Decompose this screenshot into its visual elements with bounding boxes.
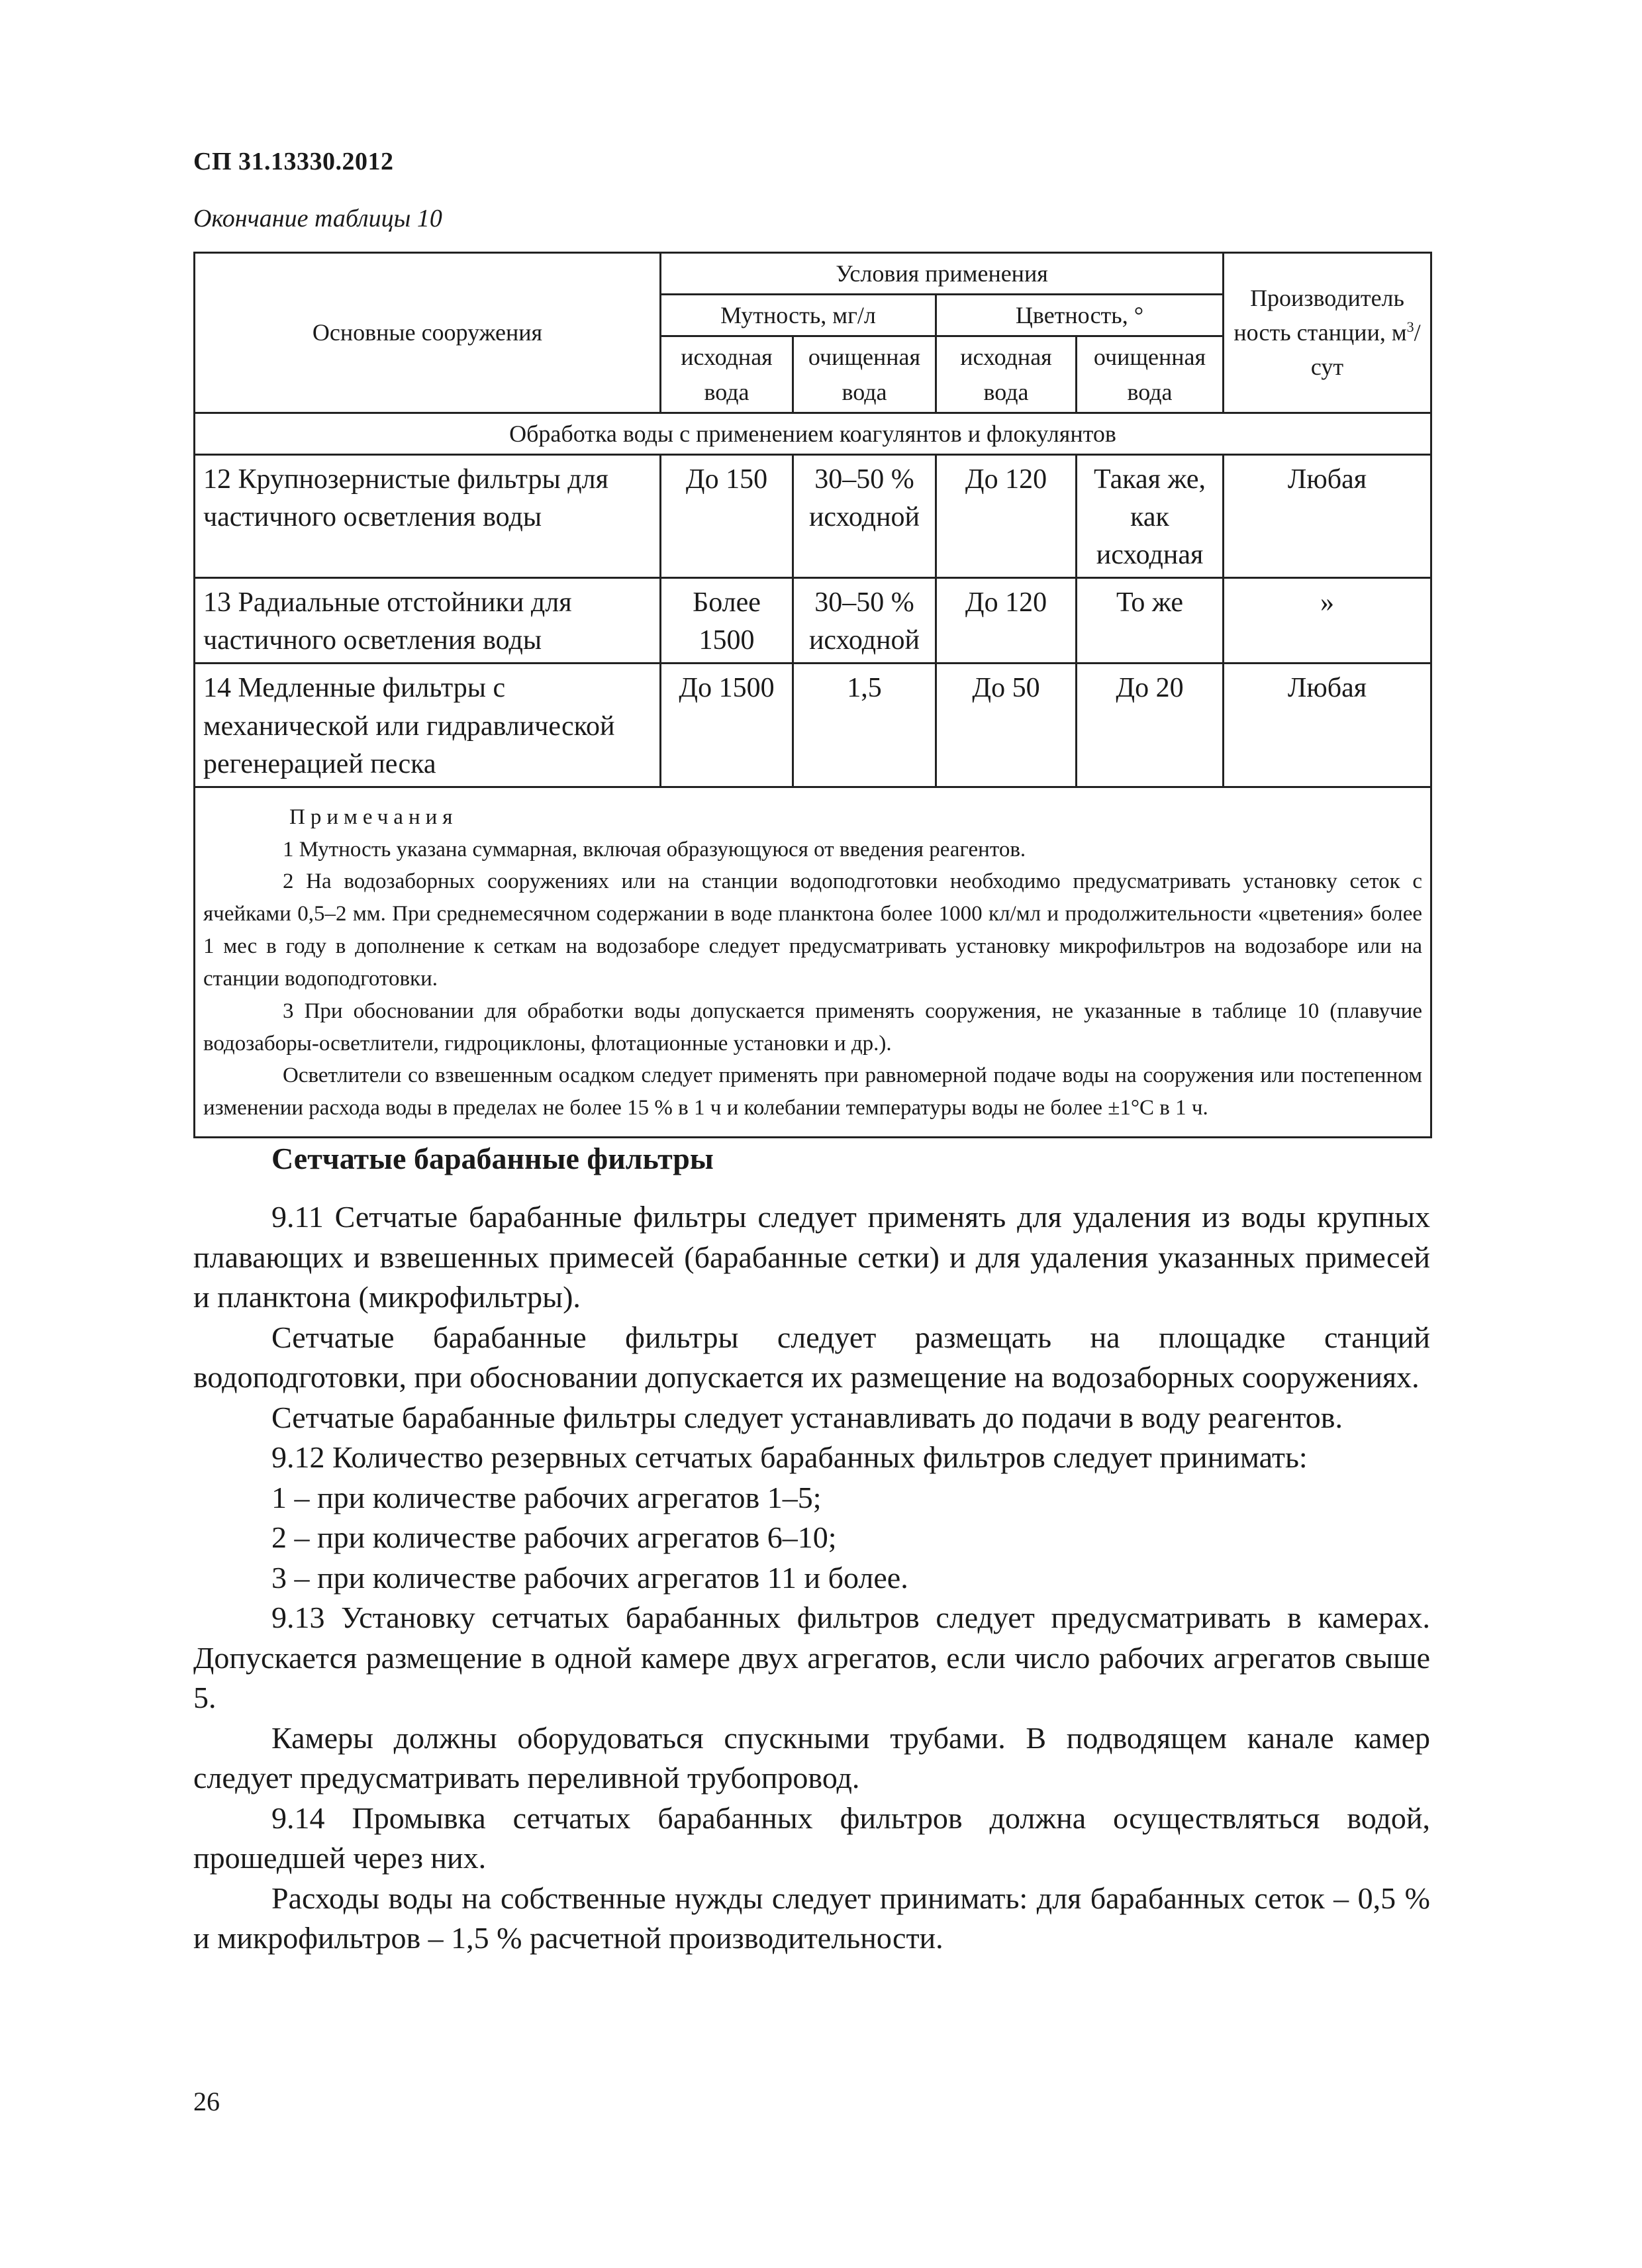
row-capacity: » (1224, 578, 1431, 664)
row-turbidity-treated: 30–50 % исходной (793, 454, 936, 577)
paragraph: Расходы воды на собственные нужды следует принимать: для барабанных сеток – 0,5 % и микрофильтров – 1,5 % расчетной производительности. (193, 1881, 1430, 1955)
page-number: 26 (193, 2087, 220, 2116)
row-turbidity-source: До 150 (661, 454, 793, 577)
header-turbidity: Мутность, мг/л (661, 295, 936, 336)
header-capacity-label: Производитель ность станции, м (1233, 285, 1407, 346)
row-color-source: До 120 (936, 578, 1077, 664)
section-heading: Сетчатые барабанные фильтры (271, 1142, 714, 1175)
paragraph: 1 – при количестве рабочих агрегатов 1–5; (271, 1480, 822, 1514)
section-body (193, 1139, 1430, 1959)
row-name: 12 Крупнозернистые фильтры для частичного осветления воды (195, 454, 661, 577)
paragraph: Сетчатые барабанные фильтры следует устанавливать до подачи в воду реагентов. (271, 1400, 1343, 1434)
row-capacity: Любая (1224, 664, 1431, 787)
paragraph: Сетчатые барабанные фильтры следует размещать на площадке станций водоподготовки, при обосновании допускается их размещение на водозаборных сооружениях. (193, 1320, 1430, 1394)
notes-title: Примечания (289, 805, 458, 829)
note-item: Осветлители со взвешенным осадком следует применять при равномерной подаче воды на сооружения или постепенном изменении расхода воды в пределах не более 15 % в 1 ч и колебании температуры воды не более ±1°С в 1 ч. (203, 1063, 1422, 1120)
row-turbidity-source: Более 1500 (661, 578, 793, 664)
header-color-treated: очищенная вода (1077, 336, 1224, 413)
note-item: 1 Мутность указана суммарная, включая образующуюся от введения реагентов. (283, 837, 1026, 862)
paragraph: 9.13 Установку сетчатых барабанных фильтров следует предусматривать в камерах. Допускается размещение в одной камере двух агрегатов, если число рабочих агрегатов свыше 5. (193, 1601, 1430, 1714)
paragraph: 3 – при количестве рабочих агрегатов 11 и более. (271, 1560, 908, 1595)
paragraph: 9.11 Сетчатые барабанные фильтры следует применять для удаления из воды крупных плавающих и взвешенных примесей (барабанные сетки) и для удаления указанных примесей и планктона (микрофильтры). (193, 1200, 1430, 1314)
paragraph: 9.12 Количество резервных сетчатых барабанных фильтров следует принимать: (271, 1440, 1308, 1474)
row-color-treated: До 20 (1077, 664, 1224, 787)
document-code: СП 31.13330.2012 (193, 148, 394, 175)
row-name: 14 Медленные фильтры с механической или гидравлической регенерацией песка (195, 664, 661, 787)
paragraph: Камеры должны оборудоваться спускными трубами. В подводящем канале камер следует предусматривать переливной трубопровод. (193, 1720, 1430, 1795)
row-turbidity-source: До 1500 (661, 664, 793, 787)
header-conditions: Условия применения (661, 253, 1224, 295)
row-name: 13 Радиальные отстойники для частичного осветления воды (195, 578, 661, 664)
table-row (195, 664, 1431, 787)
table-row (195, 454, 1431, 577)
header-turbidity-source: исходная вода (661, 336, 793, 413)
row-capacity: Любая (1224, 454, 1431, 577)
table-caption: Окончание таблицы 10 (193, 205, 442, 232)
header-color-source: исходная вода (936, 336, 1077, 413)
row-turbidity-treated: 1,5 (793, 664, 936, 787)
header-capacity-unit: /сут (1310, 319, 1421, 381)
paragraph: 2 – при количестве рабочих агрегатов 6–10; (271, 1520, 837, 1554)
header-color: Цветность, ° (936, 295, 1224, 336)
note-item: 3 При обосновании для обработки воды допускается применять сооружения, не указанные в таблице 10 (плавучие водозаборы-осветлители, гидроциклоны, флотационные установки и др.). (203, 999, 1422, 1056)
note-item: 2 На водозаборных сооружениях или на станции водоподготовки необходимо предусматривать установку сеток с ячейками 0,5–2 мм. При среднемесячном содержании в воде планктона более 1000 кл/мл и продолжительности «цветения» более 1 мес в году в дополнение к сеткам на водозаборе следует предусматривать установку микрофильтров на водозаборе или на станции водоподготовки. (203, 869, 1422, 991)
table-10-continuation (193, 252, 1432, 1138)
header-capacity (1224, 253, 1431, 413)
header-turbidity-treated: очищенная вода (793, 336, 936, 413)
paragraph: 9.14 Промывка сетчатых барабанных фильтров должна осуществляться водой, прошедшей через них. (193, 1800, 1430, 1875)
row-color-source: До 50 (936, 664, 1077, 787)
section-title-row: Обработка воды с применением коагулянтов и флокулянтов (195, 413, 1431, 454)
row-color-treated: Такая же, как исходная (1077, 454, 1224, 577)
row-color-treated: То же (1077, 578, 1224, 664)
header-capacity-sup: 3 (1406, 319, 1414, 336)
row-color-source: До 120 (936, 454, 1077, 577)
row-turbidity-treated: 30–50 % исходной (793, 578, 936, 664)
table-row (195, 578, 1431, 664)
header-structures: Основные сооружения (195, 253, 661, 413)
table-notes (195, 787, 1431, 1137)
